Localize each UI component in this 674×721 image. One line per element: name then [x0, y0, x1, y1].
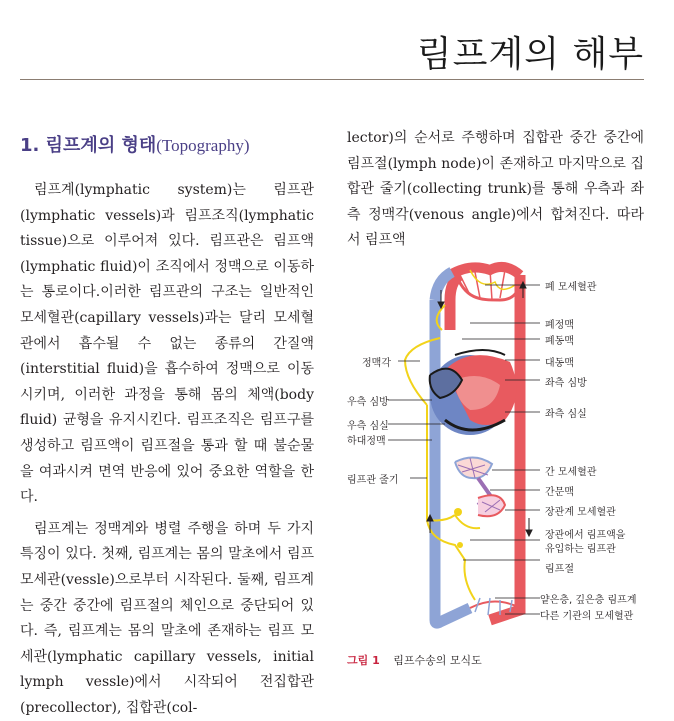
body-paragraph-1: 림프계(lymphatic system)는 림프관(lymphatic vessels)과 림프조직(lymphatic tissue)으로 이루어져 있다. 림프관은 림프액(lymphatic fluid)이 조직에서 정맥으로 이동하는 통로이다.이러한 림프관의 구조는 일반적인 모세혈관(capillary vessels)과는 달리 모세혈관에서 흡수될 수 없는 종류의 간질액(interstitial fluid)을 흡수하여 정맥으로 이동시키며, 이러한 과정을 통해 몸의 체액(body fluid) 균형을 유지시킨다. 림프조직은 림프구를 생성하고 림프액이 림프절을 통과 할 때 불순물을 여과시켜 면역 반응에 있어 중요한 역할을 한다. [20, 182, 314, 506]
figure-caption [347, 652, 482, 668]
label-aorta: 대동맥 [545, 358, 574, 369]
lung-capillary-bed [450, 267, 522, 300]
lymph-node-dot [454, 508, 462, 516]
label-intestinal-lymph-2: 유입하는 림프관 [545, 544, 616, 555]
label-liver-capillary: 간 모세혈관 [545, 467, 597, 478]
label-right-atrium: 우측 심방 [347, 397, 389, 408]
heart [430, 350, 517, 435]
body-paragraph-2: 림프계는 정맥계와 병렬 주행을 하며 두 가지 특징이 있다. 첫째, 림프계는 몸의 말초에서 림프모세관(vessle)으로부터 시작된다. 둘째, 림프계는 중간 중간에 림프절의 체인으로 중단되어 있다. 즉, 림프계는 몸의 말초에 존재하는 림프 모세관(lymphatic capillary vessels, initial lymph vessle)에서 시작되어 전집합관(precollector), 집합관(col- [20, 520, 314, 716]
section-number: 1. [20, 135, 40, 156]
label-other-capillary: 다른 기관의 모세혈관 [540, 611, 634, 622]
label-lung-capillary: 폐 모세혈관 [545, 282, 597, 293]
label-intestinal-lymph: 장관에서 림프액을 [545, 530, 626, 541]
label-intestinal-capillary: 장관계 모세혈관 [545, 507, 616, 518]
label-deep-lymph: 얕은층, 깊은층 림프계 [540, 595, 637, 606]
label-portal-vein: 간문맥 [545, 487, 574, 498]
label-venous-angle: 정맥각 [362, 358, 391, 369]
label-lymph-node: 림프절 [545, 564, 574, 575]
label-right-ventricle: 우측 심실 [347, 421, 389, 432]
figure-number: 그림 1 [347, 654, 380, 667]
label-pulmonary-vein: 폐정맥 [545, 320, 574, 331]
page-title: 림프계의 해부 [416, 34, 644, 75]
intestine-capillary-bed [478, 495, 505, 516]
section-title-en: (Topography) [156, 136, 250, 155]
label-pulmonary-artery: 폐동맥 [545, 336, 574, 347]
label-inferior-vena-cava: 하대정맥 [347, 436, 386, 447]
label-left-atrium: 좌측 심방 [545, 378, 587, 389]
section-title: 림프계의 형태 [45, 135, 157, 156]
label-left-ventricle: 좌측 심실 [545, 409, 587, 420]
label-lymph-trunk: 림프관 줄기 [347, 475, 399, 486]
figure-caption-text: 림프수송의 모식도 [393, 654, 482, 667]
body-paragraph-3: lector)의 순서로 주행하며 집합관 중간 중간에 림프절(lymph node)이 존재하고 마지막으로 집합관 줄기(collecting trunk)를 통해 우측과 좌측 정맥각(venous angle)에서 합쳐진다. 따라서 림프액 [347, 130, 644, 249]
